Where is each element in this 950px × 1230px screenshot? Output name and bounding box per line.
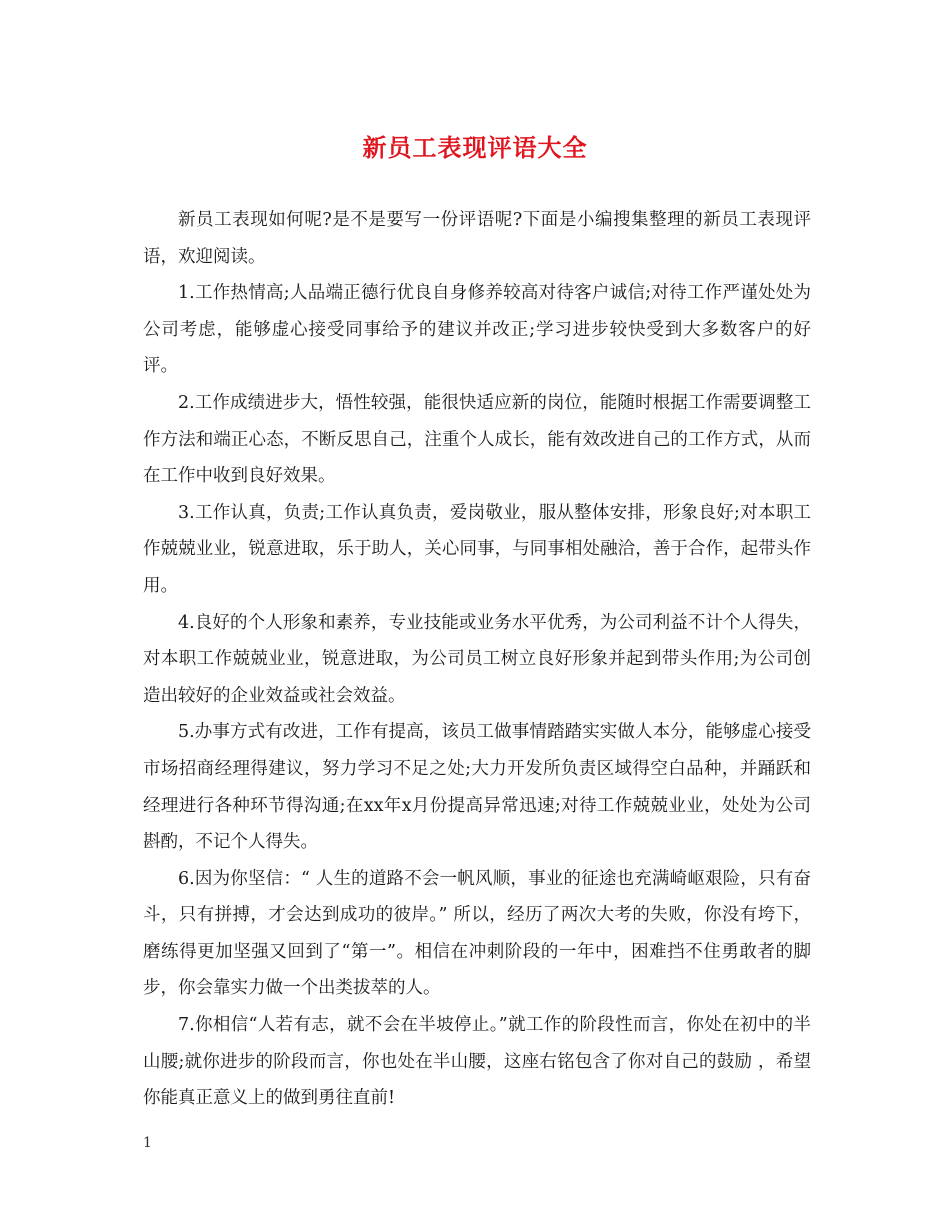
comment-paragraph-5: 5.办事方式有改进，工作有提高，该员工做事情踏踏实实做人本分，能够虚心接受市场招商经理得建议，努力学习不足之处;大力开发所负责区域得空白品种，并踊跃和经理进行各种环节得沟通;在xx年x月份提高异常迅速;对待工作兢兢业业，处处为公司斟酌，不记个人得失。 — [143, 722, 811, 853]
comment-paragraph-2: 2.工作成绩进步大，悟性较强，能很快适应新的岗位，能随时根据工作需要调整工作方法和端正心态，不断反思自己，注重个人成长，能有效改进自己的工作方式，从而在工作中收到良好效果。 — [143, 392, 811, 487]
document-body — [143, 202, 811, 1117]
comment-paragraph-7: 7.你相信“人若有志，就不会在半坡停止。”就工作的阶段性而言，你处在初中的半山腰;就你进步的阶段而言，你也处在半山腰，这座右铭包含了你对自己的鼓励 ，希望你能真正意义上的做到勇往直前! — [143, 1015, 811, 1109]
comment-paragraph-4: 4.良好的个人形象和素养，专业技能或业务水平优秀，为公司利益不计个人得失，对本职工作兢兢业业，锐意进取，为公司员工树立良好形象并起到带头作用;为公司创造出较好的企业效益或社会效益。 — [143, 612, 811, 706]
comment-paragraph-1: 1.工作热情高;人品端正德行优良自身修养较高对待客户诚信;对待工作严谨处处为公司考虑，能够虚心接受同事给予的建议并改正;学习进步较快受到大多数客户的好评。 — [143, 283, 811, 377]
document-title: 新员工表现评语大全 — [362, 133, 588, 162]
comment-paragraph-3: 3.工作认真，负责;工作认真负责，爱岗敬业，服从整体安排，形象良好;对本职工作兢兢业业，锐意进取，乐于助人，关心同事，与同事相处融洽，善于合作，起带头作用。 — [143, 502, 811, 596]
page-number: 1 — [143, 1135, 152, 1151]
comment-paragraph-6: 6.因为你坚信：“ 人生的道路不会一帆风顺，事业的征途也充满崎岖艰险，只有奋斗，只有拼搏，才会达到成功的彼岸。” 所以，经历了两次大考的失败，你没有垮下，磨练得更加坚强又回到了“第一”。相信在冲刺阶段的一年中，困难挡不住勇敢者的脚步，你会靠实力做一个出类拔萃的人。 — [143, 868, 811, 999]
intro-paragraph: 新员工表现如何呢?是不是要写一份评语呢?下面是小编搜集整理的新员工表现评语，欢迎阅读。 — [143, 210, 811, 267]
